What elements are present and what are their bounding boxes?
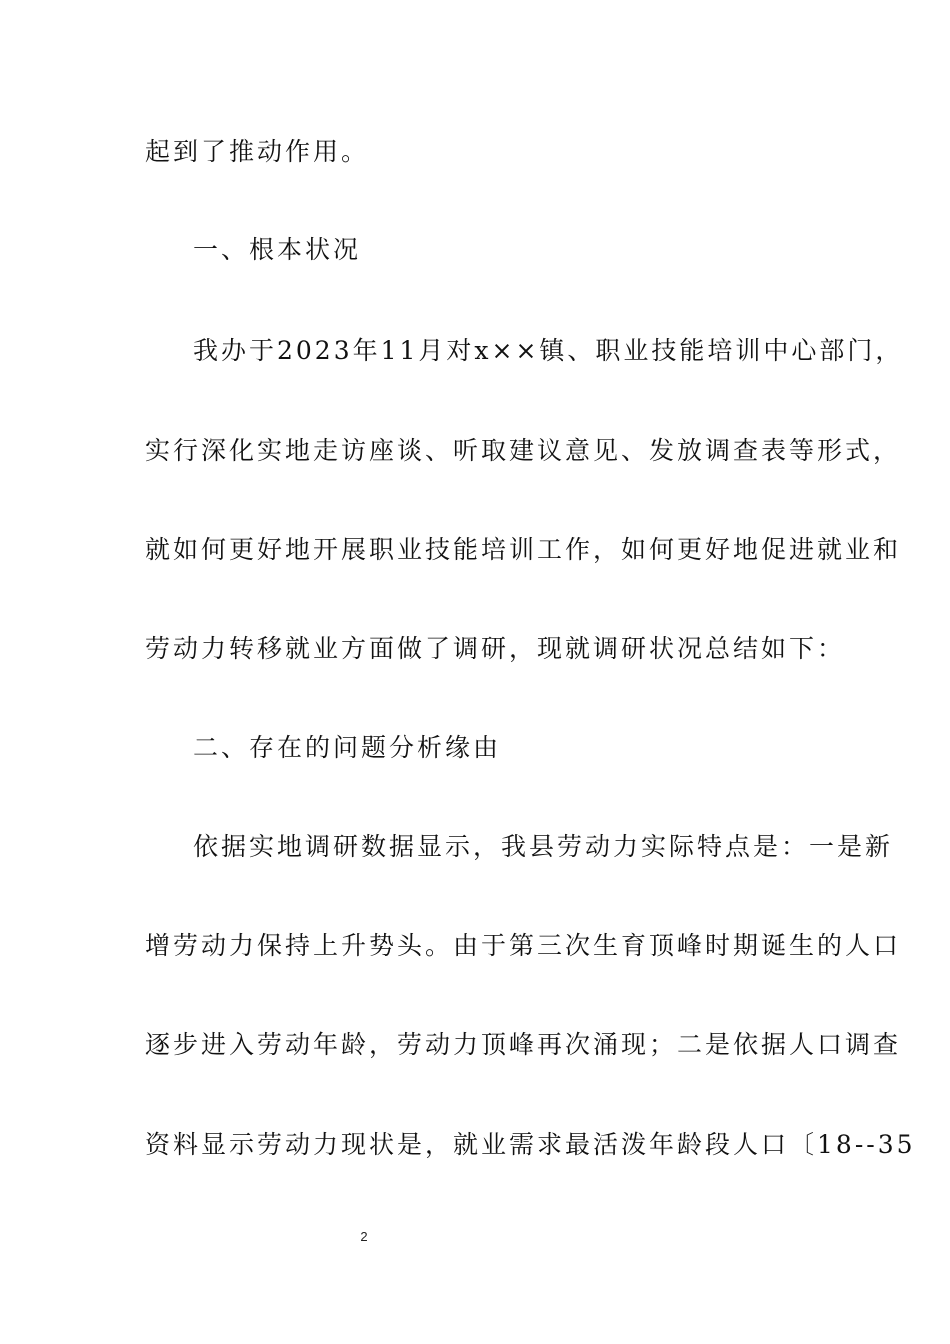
section-heading-1: 一、根本状况 (193, 235, 362, 264)
paragraph-line-3: 实行深化实地走访座谈、听取建议意见、发放调查表等形式， (145, 436, 902, 465)
section-heading-2: 二、存在的问题分析缘由 (193, 733, 502, 762)
page-number: 2 (360, 1229, 368, 1244)
paragraph-line-5: 劳动力转移就业方面做了调研，现就调研状况总结如下： (145, 634, 846, 663)
paragraph-line-1: 起到了推动作用。 (145, 137, 370, 166)
paragraph-line-2: 我办于2023年11月对x××镇、职业技能培训中心部门， (193, 336, 904, 365)
paragraph-line-8: 逐步进入劳动年龄，劳动力顶峰再次涌现；二是依据人口调查 (145, 1030, 902, 1059)
paragraph-line-9: 资料显示劳动力现状是，就业需求最活泼年龄段人口〔18--35 (145, 1130, 916, 1159)
paragraph-line-4: 就如何更好地开展职业技能培训工作，如何更好地促进就业和 (145, 535, 902, 564)
paragraph-line-7: 增劳动力保持上升势头。由于第三次生育顶峰时期诞生的人口 (145, 931, 902, 960)
paragraph-line-6: 依据实地调研数据显示，我县劳动力实际特点是：一是新 (193, 832, 894, 861)
